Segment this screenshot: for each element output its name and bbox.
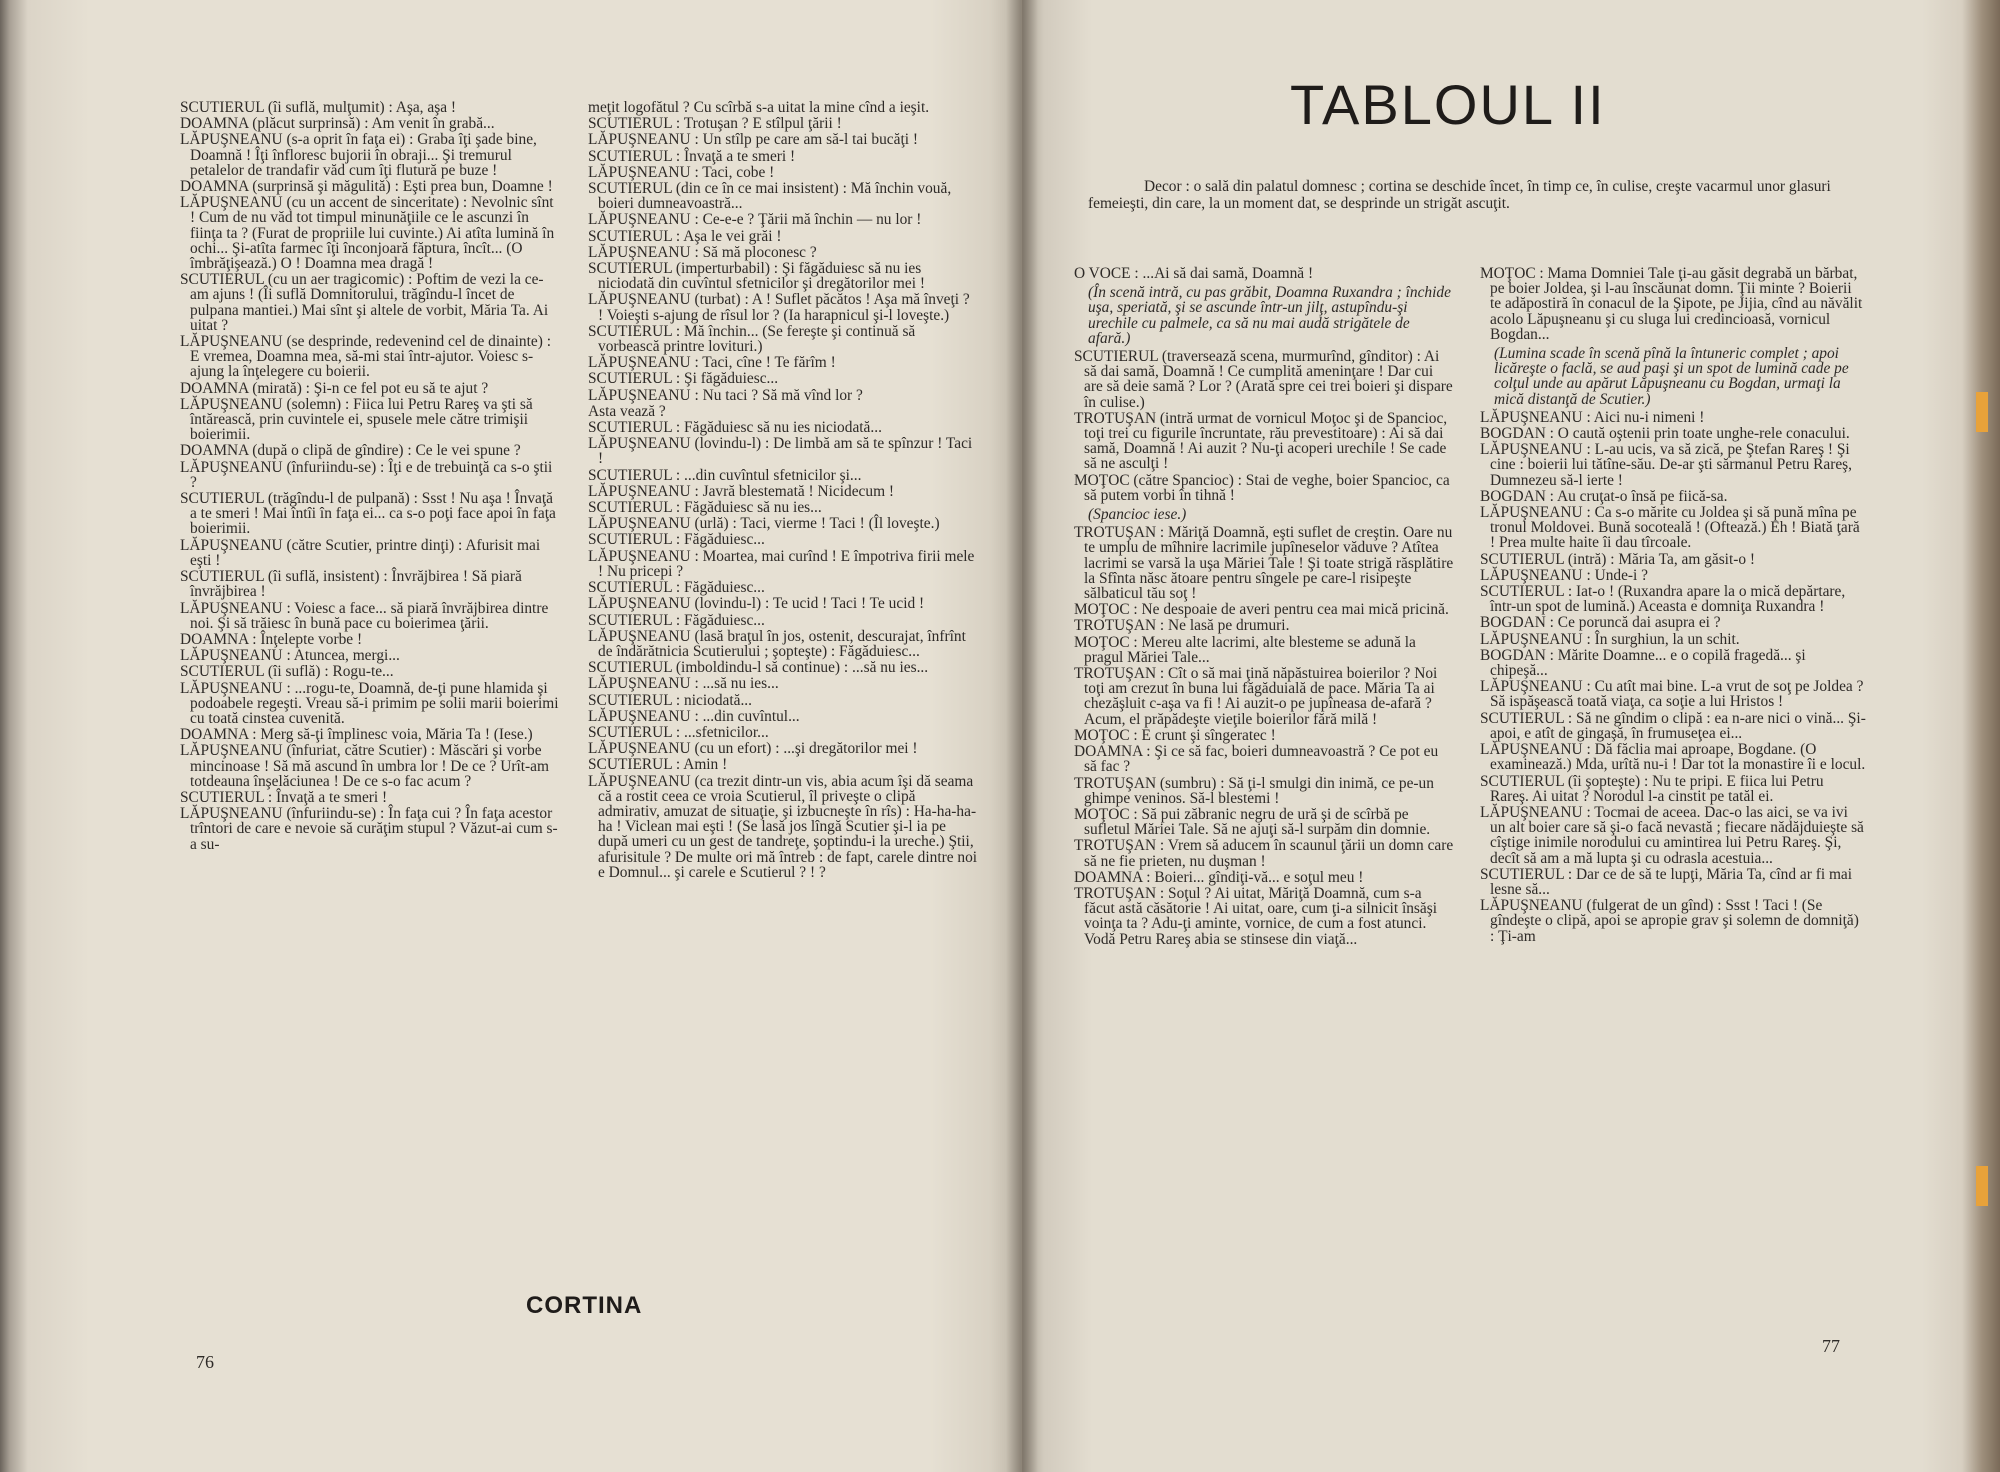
dialogue-line: DOAMNA : Şi ce să fac, boieri dumneavoastră ? Ce pot eu să fac ? [1074,743,1439,776]
dialogue-line: DOAMNA : Merg să-ţi împlinesc voia, Măria Ta ! (Iese.) [180,726,533,744]
dialogue-line: MOŢOC : Să pui zăbranic negru de ură şi de scîrbă pe sufletul Măriei Tale. Să ne ajuţi să-l surpăm din domnie. [1074,805,1431,839]
dialogue-line: SCUTIERUL : Făgăduiesc... [588,579,765,597]
left-column-2 [588,100,978,881]
dialogue-line: SCUTIERUL : ...sfetnicilor... [588,723,769,741]
stage-decor: Decor : o sală din palatul domnesc ; cortina se deschide încet, în timp ce, în culise, creşte vacarmul unor glasuri femeieşti, din care, la un moment dat, se desprinde un strigăt ascuţit. [1088,178,1831,212]
right-column-2 [1480,266,1866,945]
dialogue-line: LĂPUŞNEANU : Un stîlp pe care am să-l tai bucăţi ! [588,131,918,149]
dialogue-line: SCUTIERUL (cu un aer tragicomic) : Poftim de vezi la ce-am ajuns ! (Îi suflă Domnitorului, trăgîndu-l încet de pulpana mantiei.) Mai sînt şi altele de vorbit, Măria Ta. Ai uitat ? [180,271,549,334]
dialogue-line: LĂPUŞNEANU (cu un accent de sinceritate) : Nevolnic sînt ! Cum de nu văd tot timpul minunăţiile ce le ascunzi în fiinţa ta ? (Furat de propriile lui cuvinte.) Ai atîta lumină în ochi... Şi-atîta farmec îţi înconjoară făptura, încît... (O îmbrăţişează.) O ! Doamna mea dragă ! [180,194,555,273]
dialogue-line: LĂPUŞNEANU (înfuriindu-se) : În faţa cui ? În faţa acestor trîntori de care e nevoie să curăţim stupul ? Văzut-ai cum s-a su- [180,805,558,853]
bookmark-tab [1976,392,1988,432]
dialogue-line: SCUTIERUL (îi suflă) : Rogu-te... [180,663,394,681]
dialogue-line: LĂPUŞNEANU : Taci, cobe ! [588,163,775,181]
dialogue-line: LĂPUŞNEANU : În surghiun, la un schit. [1480,630,1740,648]
dialogue-line: LĂPUŞNEANU (fulgerat de un gînd) : Ssst ! Taci ! (Se gîndeşte o clipă, apoi se apropie grav şi solemn de domniţă) : Ţi-am [1480,897,1859,945]
dialogue-line: LĂPUŞNEANU : Aici nu-i nimeni ! [1480,408,1705,426]
dialogue-line: Asta vează ? [588,402,666,420]
dialogue-line: LĂPUŞNEANU : Nu taci ? Să mă vînd lor ? [588,386,863,404]
dialogue-line: LĂPUŞNEANU (înfuriindu-se) : Îţi e de trebuinţă ca s-o ştii ? [180,458,553,491]
dialogue-line: SCUTIERUL : Să ne gîndim o clipă : ea n-are nici o vină... Şi-apoi, e atît de gingaşă, în frumuseţea ei... [1480,709,1866,742]
dialogue-line: DOAMNA (după o clipă de gîndire) : Ce le vei spune ? [180,442,521,460]
book-gutter [1006,0,1038,1472]
dialogue-line: SCUTIERUL : Făgăduiesc să nu ies... [588,499,822,517]
dialogue-line: TROTUŞAN : Măriţă Doamnă, eşti suflet de creştin. Oare nu te umplu de mîhnire lacrimile jupîneselor văduve ? Atîtea lacrimi se varsă la uşa Măriei Tale ! Şi toate strigă răsplătire la Sfînta născ ătoare pentru sîngele pe care-l risipeşte sălbaticul tău soţ ! [1074,524,1454,603]
dialogue-line: SCUTIERUL : Iat-o ! (Ruxandra apare la o mică depărtare, într-un spot de lumină.) Aceasta e domniţa Ruxandra ! [1480,583,1846,616]
dialogue-line: SCUTIERUL : Învaţă a te smeri ! [180,788,388,806]
dialogue-line: (Lumina scade în scenă pînă la întuneric complet ; apoi licăreşte o faclă, se aud paşi şi un spot de lumină cade pe colţul unde au apărut Lăpuşneanu cu Bogdan, urmaţi la mică distanţă de Scutier.) [1494,345,1849,408]
dialogue-line: LĂPUŞNEANU : ...din cuvîntul... [588,707,800,725]
dialogue-line: TROTUŞAN (intră urmat de vornicul Moţoc şi de Spancioc, toţi trei cu figurile încruntate, rău prevestitoare) : Ai să dai samă, Doamnă ! Ai auzit ? Nu-ţi acoperi urechile ! Se cade să ne asculţi ! [1074,409,1448,473]
dialogue-line: SCUTIERUL (îi şopteşte) : Nu te pripi. E fiica lui Petru Rareş. Ai uitat ? Norodul l-a cinstit pe tatăl ei. [1480,772,1824,805]
dialogue-line: SCUTIERUL (din ce în ce mai insistent) : Mă închin vouă, boieri dumneavoastră... [588,180,952,213]
dialogue-line: LĂPUŞNEANU : Voiesc a face... să piară învrăjbirea dintre noi. Şi să trăiesc în bună pace cu boierimea ţării. [180,599,549,632]
dialogue-line: LĂPUŞNEANU : ...să nu ies... [588,675,779,693]
dialogue-line: meţit logofătul ? Cu scîrbă s-a uitat la mine cînd a ieşit. [588,99,930,116]
dialogue-line: SCUTIERUL : Aşa le vei grăi ! [588,227,782,245]
dialogue-line: DOAMNA (plăcut surprinsă) : Am venit în grabă... [180,115,495,133]
dialogue-line: LĂPUŞNEANU (cu un efort) : ...şi dregătorilor mei ! [588,740,918,758]
dialogue-line: LĂPUŞNEANU (urlă) : Taci, vierme ! Taci ! (Îl loveşte.) [588,515,940,533]
dialogue-line: LĂPUŞNEANU (lasă braţul în jos, ostenit, descurajat, înfrînt de îndărătnicia Scutierului ; şopteşte) : Făgăduiesc... [588,627,966,660]
dialogue-line: SCUTIERUL : Dar ce de să te lupţi, Măria Ta, cînd ar fi mai lesne să... [1480,865,1853,898]
dialogue-line: SCUTIERUL : ...din cuvîntul sfetnicilor şi... [588,466,862,484]
page-number-right: 77 [1822,1336,1840,1356]
dialogue-line: LĂPUŞNEANU (ca trezit dintr-un vis, abia acum îşi dă seama că a rostit ceea ce vroia Scutierul, îl priveşte o clipă admirativ, amuzat de situaţie, şi izbucneşte în rîs) : Ha-ha-ha-ha ! Viclean mai eşti ! (Se lasă jos lîngă Scutier şi-l ia pe după umeri cu un gest de tandreţe, şoptindu-i la ureche.) Ştii, afurisitule ? De multe ori mă întreb : de fapt, carele dintre noi e Domnul... şi carele e Scutierul ? ! ? [588,772,978,881]
dialogue-line: SCUTIERUL : Amin ! [588,756,728,774]
dialogue-line: LĂPUŞNEANU : ...rogu-te, Doamnă, de-ţi pune hlamida şi podoabele regeşti. Vreau să-i primim pe solii marii boierimi cu toată cinstea cuvenită. [180,679,559,727]
dialogue-line: TROTUŞAN (sumbru) : Să ţi-l smulgi din inimă, ce pe-un ghimpe veninos. Să-l blestemi ! [1074,774,1434,807]
dialogue-line: SCUTIERUL : Trotuşan ? E stîlpul ţării ! [588,115,842,133]
dialogue-line: MOŢOC : Ne despoaie de averi pentru cea mai mică pricină. [1074,601,1449,619]
dialogue-line: SCUTIERUL : Făgăduiesc să nu ies niciodată... [588,419,882,437]
cortina-label: CORTINA [526,1292,643,1319]
dialogue-line: O VOCE : ...Ai să dai samă, Doamnă ! [1074,265,1314,282]
right-column-1 [1074,266,1454,948]
dialogue-line: LĂPUŞNEANU : L-au ucis, va să zică, pe Ştefan Rareş ! Şi cine : boierii lui tătîne-său. De-ar şti sărmanul Petru Rareş, Dumnezeu să-l ierte ! [1480,441,1852,489]
dialogue-line: BOGDAN : Au cruţat-o însă pe fiică-sa. [1480,487,1728,505]
dialogue-line: BOGDAN : Mărite Doamne... e o copilă fragedă... şi chipeşă... [1480,646,1806,680]
dialogue-line: DOAMNA (mirată) : Şi-n ce fel pot eu să te ajut ? [180,379,489,397]
dialogue-line: DOAMNA (surprinsă şi măgulită) : Eşti prea bun, Doamne ! [180,178,553,196]
dialogue-line: BOGDAN : O caută oştenii prin toate unghe-rele conacului. [1480,425,1850,443]
dialogue-line: LĂPUŞNEANU (turbat) : A ! Suflet păcătos ! Aşa mă înveţi ? ! Voieşti s-ajung de rîsul lor ? (Ia harapnicul şi-l loveşte.) [588,291,970,324]
dialogue-line: (Spancioc iese.) [1088,506,1187,524]
dialogue-line: LĂPUŞNEANU : Atuncea, mergi... [180,647,400,665]
dialogue-line: LĂPUŞNEANU : Dă făclia mai aproape, Bogdane. (O examinează.) Mda, urîtă nu-i ! Dar tot la monastire îi e locul. [1480,741,1866,774]
dialogue-line: (În scenă intră, cu pas grăbit, Doamna Ruxandra ; închide uşa, speriată, şi se ascunde într-un jilţ, astupîndu-şi urechile cu palmele, ca să nu mai audă strigătele de afară.) [1088,284,1451,347]
dialogue-line: MOŢOC : Mereu alte lacrimi, alte blesteme se adună la pragul Măriei Tale... [1074,633,1416,666]
dialogue-line: LĂPUŞNEANU : Cu atît mai bine. L-a vrut de soţ pe Joldea ? Să ispăşească toată viaţa, ca soţie a lui Hristos ! [1480,678,1864,711]
tableau-title: TABLOUL II [1290,73,1606,136]
dialogue-line: LĂPUŞNEANU (solemn) : Fiica lui Petru Rareş va şti să întărească, prin cuvintele ei, spusele mele către trimişii boierimii. [180,395,533,444]
dialogue-line: LĂPUŞNEANU (s-a oprit în faţa ei) : Graba îţi şade bine, Doamnă ! Îţi înfloresc bujorii în obraji... Şi tremurul petalelor de trandafir văd cum îţi flutură pe buze ! [180,131,537,179]
dialogue-line: SCUTIERUL : Şi făgăduiesc... [588,370,779,388]
dialogue-line: LĂPUŞNEANU : Tocmai de aceea. Dac-o las aici, se va ivi un alt boier care să şi-o facă nevastă ; fiecare nădăjduieşte să cîştige inimile norodului cu amintirea lui Petru Rareş. Şi, decît să am a mă lupta şi cu odrasla acestuia... [1480,803,1864,867]
bookmark-tab [1976,1166,1988,1206]
dialogue-line: LĂPUŞNEANU (către Scutier, printre dinţi) : Afurisit mai eşti ! [180,536,541,569]
dialogue-line: LĂPUŞNEANU (lovindu-l) : Te ucid ! Taci ! Te ucid ! [588,595,925,613]
dialogue-line: SCUTIERUL : niciodată... [588,691,752,709]
dialogue-line: LĂPUŞNEANU : Javră blestemată ! Nicidecum ! [588,482,895,500]
dialogue-line: TROTUŞAN : Ne lasă pe drumuri. [1074,617,1290,635]
dialogue-line: DOAMNA : Boieri... gîndiţi-vă... e soţul meu ! [1074,868,1364,886]
dialogue-line: SCUTIERUL (imboldindu-l să continue) : ...să nu ies... [588,659,929,677]
dialogue-line: SCUTIERUL (îi suflă, insistent) : Învrăjbirea ! Să piară învrăjbirea ! [180,568,522,601]
dialogue-line: TROTUŞAN : Cît o să mai ţină năpăstuirea boierilor ? Noi toţi am crezut în buna lui făgăduială de pace. Măria Ta ai chezăşluit c-aşa va fi ! Ai auzit-o pe jupîneasa de-afară ? Acum, el prăpădeşte vieţile boierilor fără milă ! [1074,665,1438,728]
dialogue-line: LĂPUŞNEANU : Ce-e-e ? Ţării mă închin — nu lor ! [588,211,922,229]
dialogue-line: MOŢOC : E crunt şi sîngeratec ! [1074,726,1276,744]
dialogue-line: SCUTIERUL (traversează scena, murmurînd, gînditor) : Ai să dai samă, Doamnă ! Ce cumplită ameninţare ! Dar cui are să deie samă ? Lor ? (Arată spre cei trei boieri şi dispare în culise.) [1074,348,1453,411]
dialogue-line: MOŢOC (către Spancioc) : Stai de veghe, boier Spancioc, ca să putem vorbi în tihnă ! [1074,471,1450,504]
dialogue-line: LĂPUŞNEANU : Taci, cîne ! Te fărîm ! [588,354,836,372]
dialogue-line: LĂPUŞNEANU (înfuriat, către Scutier) : Măscări şi vorbe mincinoase ! Să mă ascund în umbra lor ! De ce ? Urît-am totdeauna înşelăciunea ! De ce s-o fac acum ? [180,742,549,790]
dialogue-line: LĂPUŞNEANU (se desprinde, redevenind cel de dinainte) : E vremea, Doamna mea, să-mi stai într-ajutor. Voiesc s-ajung la înţelegere cu boierii. [180,333,551,381]
left-column-1 [180,100,562,853]
dialogue-line: SCUTIERUL (imperturbabil) : Şi făgăduiesc să nu ies niciodată din cuvîntul sfetnicilor şi dregătorilor mei ! [588,260,925,293]
dialogue-line: LĂPUŞNEANU (lovindu-l) : De limbă am să te spînzur ! Taci ! [588,435,973,468]
dialogue-line: BOGDAN : Ce poruncă dai asupra ei ? [1480,614,1721,632]
dialogue-line: SCUTIERUL : Mă închin... (Se fereşte şi continuă să vorbească printre lovituri.) [588,322,916,356]
dialogue-line: TROTUŞAN : Soţul ? Ai uitat, Măriţă Doamnă, cum s-a făcut astă căsătorie ! Ai uitat, oare, cum ţi-a silnicit însăşi voinţa ta ? Adu-ţi aminte, vornice, de cum a fost atunci. Vodă Petru Rareş abia se stinsese din viaţă... [1074,884,1438,948]
dialogue-line: SCUTIERUL (îi suflă, mulţumit) : Aşa, aşa ! [180,99,457,116]
page-number-left: 76 [196,1352,214,1372]
dialogue-line: SCUTIERUL : Făgăduiesc... [588,531,765,549]
dialogue-line: SCUTIERUL (intră) : Măria Ta, am găsit-o ! [1480,550,1756,568]
dialogue-line: TROTUŞAN : Vrem să aducem în scaunul ţării un domn care să ne fie prieten, nu duşman ! [1074,837,1454,870]
dialogue-line: MOŢOC : Mama Domniei Tale ţi-au găsit degrabă un bărbat, pe boier Joldea, şi l-au înscăunat domn. Ţii minte ? Boierii te adăpostiră în conacul de la Şipote, pe Jijia, cînd au năvălit acolo Lăpuşneanu şi cu sluga lui credincioasă, vornicul Bogdan... [1480,265,1863,343]
dialogue-line: SCUTIERUL : Făgăduiesc... [588,611,765,629]
dialogue-line: LĂPUŞNEANU : Ca s-o mărite cu Joldea şi să pună mîna pe tronul Moldovei. Bună socoteală ! (Oftează.) Eh ! Biată ţară ! Prea multe haite îi dau tîrcoale. [1480,504,1860,552]
dialogue-line: DOAMNA : Înţelepte vorbe ! [180,630,363,648]
dialogue-line: LĂPUŞNEANU : Moartea, mai curînd ! E împotriva firii mele ! Nu pricepi ? [588,547,975,580]
dialogue-line: SCUTIERUL (trăgîndu-l de pulpană) : Ssst ! Nu aşa ! Învaţă a te smeri ! Mai întîi în faţa ei... ca s-o poţi face apoi în faţa boierimii. [180,490,556,538]
dialogue-line: LĂPUŞNEANU : Să mă ploconesc ? [588,243,817,261]
dialogue-line: LĂPUŞNEANU : Unde-i ? [1480,566,1648,584]
dialogue-line: SCUTIERUL : Învaţă a te smeri ! [588,147,796,165]
